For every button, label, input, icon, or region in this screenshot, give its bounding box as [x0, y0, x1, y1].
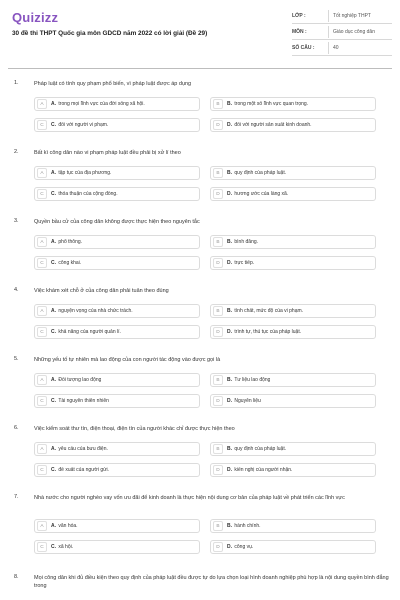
option-key: B. [227, 308, 232, 314]
option-c[interactable] [34, 540, 200, 554]
meta-value: Tốt nghiệp THPT [328, 10, 392, 22]
option-text: quy định của pháp luật. [234, 170, 287, 176]
option-label [227, 523, 261, 529]
option-label [51, 544, 73, 550]
option-label [227, 260, 254, 266]
option-key: D. [227, 467, 232, 473]
option-label [51, 446, 108, 452]
option-text: văn hóa. [58, 523, 78, 529]
option-key: D. [227, 191, 232, 197]
option-key: A. [51, 101, 56, 107]
option-letter-box: B [213, 237, 223, 247]
option-label [51, 329, 121, 335]
option-b[interactable] [210, 235, 376, 249]
option-a[interactable] [34, 373, 200, 387]
option-letter-box: A [37, 99, 47, 109]
option-letter-box: D [213, 189, 223, 199]
option-text: đề xuất của người gửi. [58, 467, 109, 473]
option-key: B. [227, 377, 232, 383]
option-b[interactable] [210, 304, 376, 318]
question-number: 4. [14, 287, 19, 293]
meta-value: Giáo dục công dân [328, 26, 392, 38]
option-letter-box: D [213, 542, 223, 552]
option-letter-box: C [37, 258, 47, 268]
option-label [51, 260, 81, 266]
option-a[interactable] [34, 519, 200, 533]
option-c[interactable] [34, 118, 200, 132]
question-text: Pháp luật có tính quy phạm phổ biến, vì pháp luật được áp dụng [34, 81, 192, 87]
option-c[interactable] [34, 187, 200, 201]
option-text: Tư liệu lao động [234, 377, 271, 383]
question-text: Bất kì công dân nào vi phạm pháp luật đều phải bị xử lí theo [34, 150, 181, 156]
option-b[interactable] [210, 373, 376, 387]
option-d[interactable] [210, 540, 376, 554]
option-key: D. [227, 398, 232, 404]
option-a[interactable] [34, 166, 200, 180]
option-text: hương ước của làng xã. [234, 191, 289, 197]
option-key: B. [227, 101, 232, 107]
option-key: C. [51, 467, 56, 473]
question-text: Nhà nước cho người nghèo vay vốn ưu đãi để kinh doanh là thực hiện nội dung cơ bản của pháp luật về phát triển các lĩnh vực [34, 495, 345, 501]
option-letter-box: D [213, 120, 223, 130]
option-key: D. [227, 544, 232, 550]
question-text: Những yếu tố tự nhiên mà lao động của con người tác động vào được gọi là [34, 357, 221, 363]
option-text: công vụ. [234, 544, 254, 550]
option-text: đối với người vi phạm. [58, 122, 109, 128]
question-text: Việc kiểm soát thư tín, điện thoại, điện tín của người khác chỉ được thực hiện theo [34, 426, 235, 432]
option-d[interactable] [210, 463, 376, 477]
option-letter-box: A [37, 237, 47, 247]
option-key: B. [227, 170, 232, 176]
option-key: A. [51, 523, 56, 529]
option-letter-box: A [37, 521, 47, 531]
option-b[interactable] [210, 442, 376, 456]
document-title: 30 đề thi THPT Quốc gia môn GDCD năm 2022 có lời giải (Đề 29) [12, 30, 208, 37]
option-key: D. [227, 260, 232, 266]
option-c[interactable] [34, 325, 200, 339]
option-letter-box: A [37, 444, 47, 454]
option-letter-box: D [213, 465, 223, 475]
option-key: A. [51, 446, 56, 452]
option-letter-box: B [213, 444, 223, 454]
option-label [227, 239, 258, 245]
option-text: trong mọi lĩnh vực của đời sống xã hội. [58, 101, 145, 107]
option-label [227, 467, 292, 473]
option-label [51, 523, 78, 529]
option-d[interactable] [210, 394, 376, 408]
option-c[interactable] [34, 256, 200, 270]
option-key: D. [227, 329, 232, 335]
option-label [51, 377, 101, 383]
option-label [227, 377, 270, 383]
option-text: thỏa thuận của cộng đồng. [58, 191, 118, 197]
option-text: trong một số lĩnh vực quan trọng. [234, 101, 309, 107]
option-d[interactable] [210, 118, 376, 132]
option-letter-box: B [213, 99, 223, 109]
option-key: C. [51, 191, 56, 197]
question-number: 8. [14, 574, 19, 580]
header-divider [8, 68, 392, 69]
option-text: phổ thông. [58, 239, 83, 245]
option-label [227, 170, 286, 176]
option-key: C. [51, 544, 56, 550]
option-b[interactable] [210, 166, 376, 180]
option-text: Đối tượng lao động [58, 377, 102, 383]
option-letter-box: C [37, 327, 47, 337]
option-text: khả năng của người quản lí. [58, 329, 121, 335]
option-label [51, 170, 111, 176]
option-letter-box: C [37, 396, 47, 406]
meta-key: MÔN : [292, 28, 307, 35]
question-text: Mọi công dân khi đủ điều kiện theo quy định của pháp luật đều được tự do lựa chọn loại hình doanh nghiệp phù hợp là nội dung quyền bình đẳng trong [34, 575, 389, 589]
option-letter-box: D [213, 258, 223, 268]
option-key: B. [227, 446, 232, 452]
option-letter-box: C [37, 542, 47, 552]
option-key: A. [51, 377, 56, 383]
option-key: B. [227, 239, 232, 245]
meta-value: 40 [328, 42, 392, 54]
option-c[interactable] [34, 394, 200, 408]
option-letter-box: B [213, 168, 223, 178]
question-number: 1. [14, 80, 19, 86]
option-a[interactable] [34, 304, 200, 318]
option-text: Tài nguyên thiên nhiên [58, 398, 109, 404]
option-text: Nguyên liệu [234, 398, 261, 404]
option-letter-box: A [37, 168, 47, 178]
option-letter-box: C [37, 189, 47, 199]
document-header [0, 0, 400, 70]
question-number: 5. [14, 356, 19, 362]
option-text: tính chất, mức độ của vi phạm. [234, 308, 304, 314]
option-key: A. [51, 170, 56, 176]
question-text: Quyền bầu cử của công dân không được thực hiện theo nguyên tắc [34, 219, 200, 225]
option-label [51, 101, 145, 107]
option-letter-box: B [213, 521, 223, 531]
option-text: nguyện vọng của nhà chức trách. [58, 308, 133, 314]
option-b[interactable] [210, 519, 376, 533]
option-text: đối với người sản xuất kinh doanh. [234, 122, 312, 128]
meta-row-subject [292, 24, 392, 40]
option-label [51, 239, 82, 245]
option-d[interactable] [210, 325, 376, 339]
option-label [51, 398, 109, 404]
option-key: C. [51, 398, 56, 404]
option-label [227, 446, 286, 452]
option-label [227, 101, 308, 107]
option-label [227, 122, 312, 128]
option-label [51, 191, 118, 197]
option-label [51, 308, 133, 314]
option-text: công khai. [58, 260, 82, 266]
option-c[interactable] [34, 463, 200, 477]
option-text: trực tiếp. [234, 260, 255, 266]
option-key: A. [51, 239, 56, 245]
question-text: Việc khám xét chỗ ở của công dân phải tuân theo đúng [34, 288, 169, 294]
option-label [227, 191, 288, 197]
option-text: tập tục của địa phương. [58, 170, 112, 176]
question-number: 2. [14, 149, 19, 155]
option-letter-box: A [37, 375, 47, 385]
option-label [227, 398, 261, 404]
option-key: C. [51, 260, 56, 266]
meta-key: LỚP : [292, 12, 306, 19]
meta-table [292, 8, 392, 56]
option-d[interactable] [210, 187, 376, 201]
option-a[interactable] [34, 235, 200, 249]
option-label [227, 329, 301, 335]
option-letter-box: B [213, 375, 223, 385]
quizizz-logo: Quizizz [12, 10, 59, 25]
meta-key: SỐ CÂU : [292, 44, 315, 51]
option-text: quy định của pháp luật. [234, 446, 287, 452]
option-label [51, 122, 108, 128]
option-label [51, 467, 109, 473]
option-label [227, 544, 253, 550]
meta-row-count [292, 40, 392, 56]
option-label [227, 308, 303, 314]
option-key: A. [51, 308, 56, 314]
option-key: C. [51, 329, 56, 335]
option-letter-box: B [213, 306, 223, 316]
option-letter-box: A [37, 306, 47, 316]
option-letter-box: C [37, 465, 47, 475]
question-number: 3. [14, 218, 19, 224]
option-text: kiến nghị của người nhận. [234, 467, 293, 473]
option-letter-box: D [213, 396, 223, 406]
option-letter-box: C [37, 120, 47, 130]
option-a[interactable] [34, 97, 200, 111]
option-key: C. [51, 122, 56, 128]
option-a[interactable] [34, 442, 200, 456]
meta-row-grade [292, 8, 392, 24]
option-text: xã hội. [58, 544, 74, 550]
option-text: trình tự, thủ tục của pháp luật. [234, 329, 302, 335]
option-text: hành chính. [234, 523, 261, 529]
option-letter-box: D [213, 327, 223, 337]
question-number: 7. [14, 494, 19, 500]
option-text: yêu cầu của bưu điện. [58, 446, 108, 452]
option-key: D. [227, 122, 232, 128]
question-number: 6. [14, 425, 19, 431]
option-b[interactable] [210, 97, 376, 111]
option-d[interactable] [210, 256, 376, 270]
option-text: bình đẳng. [234, 239, 259, 245]
option-key: B. [227, 523, 232, 529]
